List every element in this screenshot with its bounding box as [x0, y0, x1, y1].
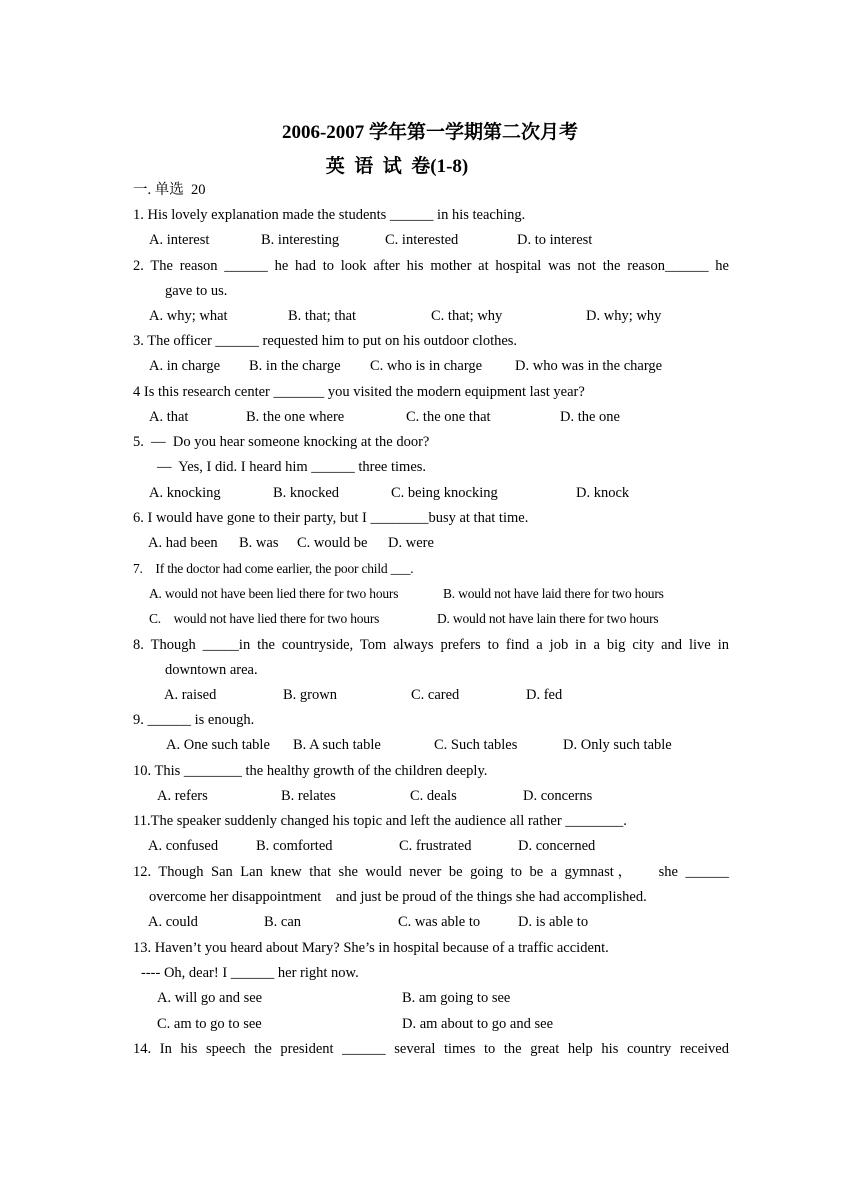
option-d: D. the one [560, 409, 620, 425]
question-stem: 10. This ________ the healthy growth of the children deeply. [133, 763, 488, 779]
question-stem-continued: overcome her disappointment and just be proud of the things she had accomplished. [149, 889, 647, 905]
option-a: A. confused [148, 838, 219, 854]
option-c: C. am to go to see [157, 1016, 262, 1032]
option-a: A. would not have been lied there for two hours [149, 586, 399, 601]
option-d: D. why; why [586, 308, 662, 324]
option-c: C. cared [411, 687, 460, 703]
option-b: B. interesting [261, 232, 340, 248]
option-b: B. that; that [288, 308, 357, 324]
question-stem-continued: downtown area. [165, 662, 258, 678]
option-a: A. that [149, 409, 189, 425]
option-b: B. A such table [293, 737, 381, 753]
option-c: C. Such tables [434, 737, 518, 753]
option-c: C. interested [385, 232, 459, 248]
question-stem: 6. I would have gone to their party, but I ________busy at that time. [133, 510, 529, 526]
exam-title: 2006-2007 学年第一学期第二次月考 [281, 122, 579, 143]
option-b: B. am going to see [402, 990, 511, 1006]
option-a: A. knocking [149, 485, 221, 501]
option-d: D. who was in the charge [515, 358, 663, 374]
option-c: C. frustrated [399, 838, 472, 854]
option-d: D. am about to go and see [402, 1016, 554, 1032]
option-d: D. would not have lain there for two hours [437, 611, 659, 626]
option-a: A. in charge [149, 358, 220, 374]
question-stem: 1. His lovely explanation made the students ______ in his teaching. [133, 207, 526, 223]
option-a: A. refers [157, 788, 208, 804]
question-stem-continued: — Yes, I did. I heard him ______ three times. [157, 459, 427, 475]
exam-subtitle: 英 语 试 卷(1-8) [325, 156, 469, 177]
option-d: D. were [388, 535, 434, 551]
option-b: B. can [264, 914, 302, 930]
option-b: B. was [239, 535, 279, 551]
option-c: C. the one that [406, 409, 491, 425]
option-c: C. being knocking [391, 485, 498, 501]
option-c: C. was able to [398, 914, 481, 930]
option-d: D. knock [576, 485, 630, 501]
option-b: B. comforted [256, 838, 333, 854]
question-stem: 14. In his speech the president ______ several times to the great help his country received [133, 1041, 729, 1057]
option-c: C. who is in charge [370, 358, 483, 374]
option-d: D. concerned [518, 838, 596, 854]
option-b: B. would not have laid there for two hours [443, 586, 664, 601]
section-label: 一. 单选 20 [133, 182, 206, 198]
option-b: B. knocked [273, 485, 340, 501]
option-d: D. fed [526, 687, 563, 703]
option-a: A. why; what [149, 308, 228, 324]
question-stem: 8. Though _____in the countryside, Tom always prefers to find a job in a big city and live in [133, 637, 729, 653]
option-b: B. in the charge [249, 358, 341, 374]
option-b: B. relates [281, 788, 336, 804]
option-c: C. would not have lied there for two hours [149, 611, 380, 626]
option-d: D. concerns [523, 788, 593, 804]
option-d: D. is able to [518, 914, 589, 930]
option-a: A. interest [149, 232, 210, 248]
question-stem: 12. Though San Lan knew that she would never be going to be a gymnast， she ______ [133, 864, 729, 880]
option-a: A. One such table [166, 737, 270, 753]
question-stem: 9. ______ is enough. [133, 712, 255, 728]
option-c: C. deals [410, 788, 457, 804]
option-b: B. grown [283, 687, 337, 703]
option-a: A. had been [148, 535, 218, 551]
question-stem: 7. If the doctor had come earlier, the poor child ___. [133, 561, 414, 576]
option-b: B. the one where [246, 409, 345, 425]
question-stem-continued: gave to us. [165, 283, 228, 299]
question-stem: 5. — Do you hear someone knocking at the door? [133, 434, 430, 450]
question-stem: 4 Is this research center _______ you visited the modern equipment last year? [133, 384, 585, 400]
question-stem: 11.The speaker suddenly changed his topic and left the audience all rather ________. [133, 813, 627, 829]
option-d: D. to interest [517, 232, 593, 248]
option-d: D. Only such table [563, 737, 672, 753]
option-a: A. will go and see [157, 990, 263, 1006]
question-stem: 13. Haven’t you heard about Mary? She’s in hospital because of a traffic accident. [133, 940, 609, 956]
option-a: A. raised [164, 687, 217, 703]
option-c: C. that; why [431, 308, 503, 324]
option-a: A. could [148, 914, 198, 930]
option-c: C. would be [297, 535, 368, 551]
question-stem: 3. The officer ______ requested him to put on his outdoor clothes. [133, 333, 518, 349]
question-stem-continued: ---- Oh, dear! I ______ her right now. [141, 965, 359, 981]
question-stem: 2. The reason ______ he had to look after his mother at hospital was not the reason______ he [133, 258, 729, 274]
